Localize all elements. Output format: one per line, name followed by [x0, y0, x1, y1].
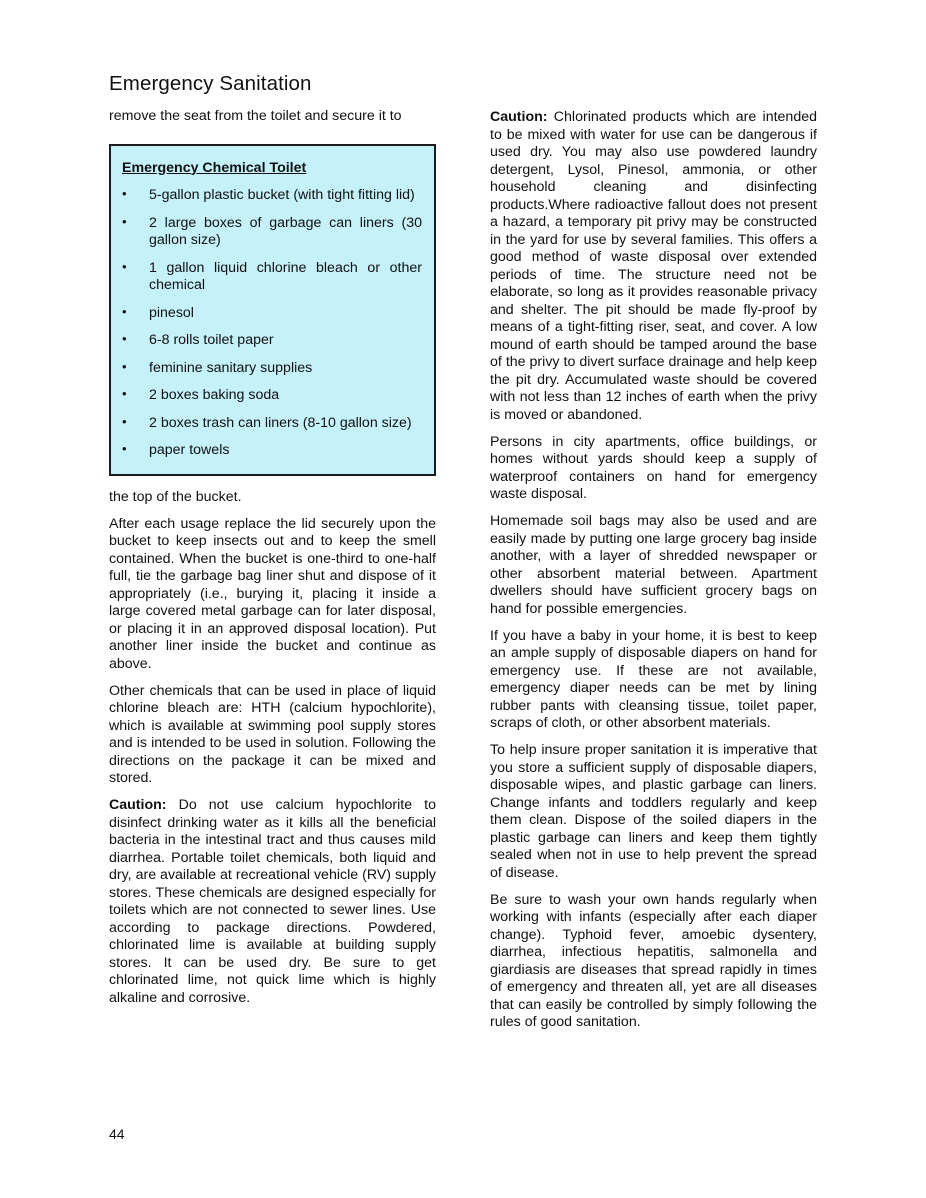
list-item: • 5-gallon plastic bucket (with tight fitting lid) — [122, 186, 415, 203]
box-title: Emergency Chemical Toilet — [122, 159, 307, 176]
page-title: Emergency Sanitation — [109, 72, 312, 95]
caution-text: Do not use calcium hypochlorite to disinfect drinking water as it kills all the beneficial bacteria in the intestinal tract and thus causes mild diarrhea. Portable toilet chemicals, both liquid and dry, are available at recreational vehicle (RV) supply stores. These chemicals are designed especially for toilets which are not connected to sewer lines. Use according to package directions. Powdered, chlorinated lime is available at building supply stores. It can be used dry. Be sure to get chlorinated lime, not quick lime which is highly alkaline and corrosive. — [109, 797, 436, 1006]
paragraph-caution-right — [490, 109, 817, 424]
bullet-icon: • — [122, 386, 127, 401]
caution-label: Caution: — [109, 797, 167, 813]
list-item: • 2 boxes baking soda — [122, 386, 280, 403]
list-item: • feminine sanitary supplies — [122, 358, 313, 376]
caution-label: Caution: — [490, 109, 548, 125]
bullet-icon: • — [122, 186, 127, 201]
supply-list — [122, 187, 422, 460]
list-item: • 1 gallon liquid chlorine bleach or other chemical — [122, 258, 422, 293]
paragraph-sanitation: To help insure proper sanitation it is imperative that you store a sufficient supply of disposable diapers, disposable wipes, and plastic garbage can liners. Change infants and toddlers regularly and keep them clean. Dispose of the soiled diapers in the plastic garbage can liners and keep them tightly sealed when not in use to help prevent the spread of disease. — [490, 742, 817, 881]
emergency-chemical-toilet-box — [109, 144, 436, 476]
list-item: • pinesol — [122, 303, 194, 321]
paragraph-soil-bags: Homemade soil bags may also be used and are easily made by putting one large grocery bag inside another, with a layer of shredded newspaper or other absorbent material between. Apartment dwellers should have sufficient grocery bags on hand for possible emergencies. — [490, 513, 817, 617]
bullet-icon: • — [122, 303, 127, 319]
bullet-icon: • — [122, 213, 127, 229]
caution-text: Chlorinated products which are intended to be mixed with water for use can be dangerous if used dry. You may also use powdered laundry detergent, Lysol, Pinesol, ammonia, or other household cleaning and disinfecting products.Where radioactive fallout does not present a hazard, a temporary pit privy may be constructed in the yard for use by several families. This offers a good method of waste disposal over extended periods of time. The structure need not be elaborate, so long as it provides reasonable privacy and shelter. The pit should be made fly-proof by means of a tight-fitting riser, seat, and cover. A low mound of earth should be tamped around the base of the privy to divert surface drainage and help keep the pit dry. Accumulated waste should be covered with not less than 12 inches of earth when the privy is moved or abandoned. — [490, 109, 817, 423]
bullet-icon: • — [122, 441, 127, 456]
right-column — [490, 109, 817, 1041]
bullet-icon: • — [122, 258, 127, 274]
paragraph-caution-left — [109, 797, 436, 1007]
list-item: • 2 boxes trash can liners (8-10 gallon size) — [122, 413, 412, 431]
paragraph-baby: If you have a baby in your home, it is best to keep an ample supply of disposable diapers on hand for emergency use. If these are not available, emergency diaper needs can be met by lining rubber pants with cleansing tissue, toilet paper, scraps of cloth, or other absorbent materials. — [490, 627, 817, 731]
paragraph-wash: Be sure to wash your own hands regularly when working with infants (especially after each diaper change). Typhoid fever, amoebic dysentery, diarrhea, infectious hepatitis, salmonella and giardiasis are diseases that spread rapidly in times of emergency and threaten all, yet are all diseases that can easily be controlled by simply following the rules of good sanitation. — [490, 891, 817, 1030]
bullet-icon: • — [122, 331, 127, 346]
intro-text: remove the seat from the toilet and secure it to — [109, 108, 402, 124]
paragraph-usage: After each usage replace the lid securely upon the bucket to keep insects out and to keep the smell contained. When the bucket is one-third to one-half full, tie the garbage bag liner shut and dispose of it appropriately (i.e., burying it, placing it inside a large covered metal garbage can for later disposal, or placing it in an approved disposal location). Put another liner inside the bucket and continue as above. — [109, 515, 436, 672]
bullet-icon: • — [122, 413, 127, 429]
list-item: • paper towels — [122, 441, 230, 458]
paragraph-other-chemicals: Other chemicals that can be used in place of liquid chlorine bleach are: HTH (calcium hypochlorite), which is available at swimming pool supply stores and is intended to be used in solution. Following the directions on the package it can be mixed and stored. — [109, 682, 436, 786]
continuation-text: the top of the bucket. — [109, 488, 242, 505]
page-number: 44 — [109, 1126, 125, 1142]
left-column — [109, 108, 436, 1017]
list-item: • 6-8 rolls toilet paper — [122, 331, 274, 348]
paragraph-city: Persons in city apartments, office buildings, or homes without yards should keep a supply of waterproof containers on hand for emergency waste disposal. — [490, 433, 817, 502]
bullet-icon: • — [122, 358, 127, 374]
list-item: • 2 large boxes of garbage can liners (30 gallon size) — [122, 213, 422, 248]
